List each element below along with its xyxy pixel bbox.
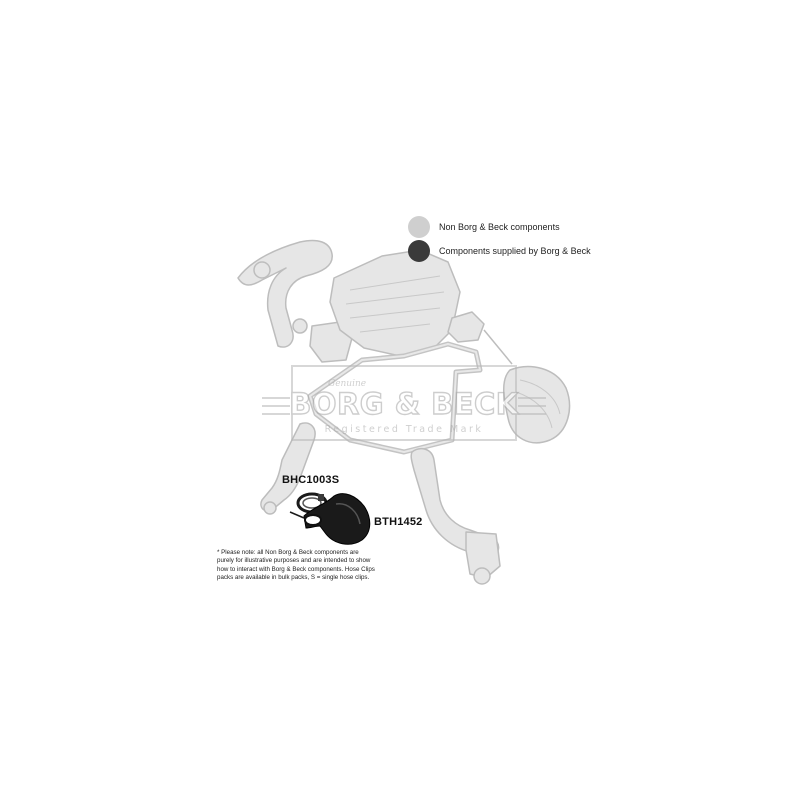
legend-label-non-supplied: Non Borg & Beck components — [439, 222, 560, 232]
lower-left-clip — [264, 502, 276, 514]
sensor-lead — [484, 330, 512, 364]
legend-item-non-supplied — [408, 216, 560, 238]
legend-dot-dark — [408, 240, 430, 262]
watermark-script: Genuine — [328, 379, 367, 389]
hose-inlet — [305, 515, 321, 525]
part-label-bth1452: BTH1452 — [374, 516, 423, 528]
watermark-brand: BORG & BECK — [289, 387, 519, 421]
upper-pipe-clip-2 — [293, 319, 307, 333]
legend-item-supplied — [408, 240, 591, 262]
hose-clip-lead — [290, 512, 304, 518]
legend-label-supplied: Components supplied by Borg & Beck — [439, 246, 591, 256]
lower-right-clip — [474, 568, 490, 584]
illustration-note: * Please note: all Non Borg & Beck components are purely for illustrative purposes and are intended to show how to interact with Borg & Beck components. Hose Clips packs are available in bulk packs, S = single hose clips. — [217, 549, 375, 582]
supplied-components — [290, 494, 370, 545]
part-label-bhc1003s: BHC1003S — [282, 474, 340, 486]
watermark-tagline: Registered Trade Mark — [324, 424, 484, 435]
legend-dot-grey — [408, 216, 430, 238]
upper-pipe-clip — [254, 262, 270, 278]
